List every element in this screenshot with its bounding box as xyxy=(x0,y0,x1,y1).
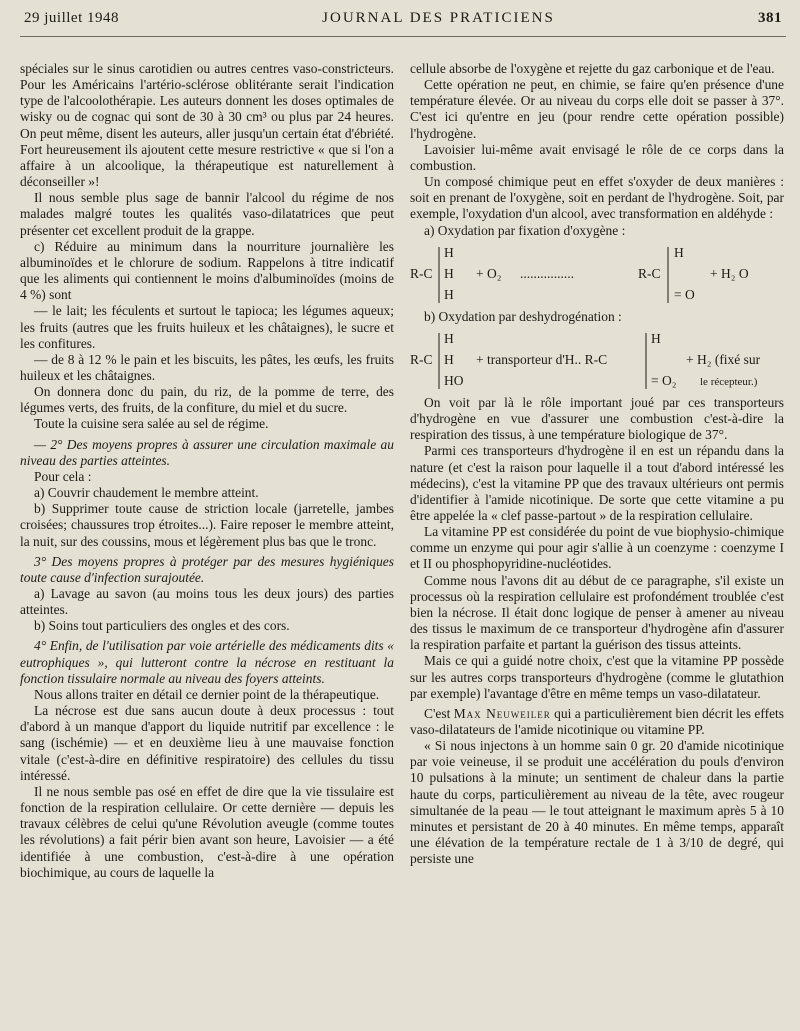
paragraph: Lavoisier lui-même avait envisagé le rôle de ce corps dans la combustion. xyxy=(410,141,784,173)
paragraph: — le lait; les féculents et surtout le tapioca; les légumes aqueux; les fruits (autres que les fruits huileux et les châtaignes), le sucre et les confitures. xyxy=(20,303,394,351)
eq-a-group: H xyxy=(674,244,684,260)
journal-title: JOURNAL DES PRATICIENS xyxy=(322,10,555,26)
paragraph: spéciales sur le sinus carotidien ou autres centres vaso-constricteurs. Pour les Américains l'artério-sclérose oblitérante serait l'indication type de l'alcoolothérapie. Les auteurs donnent les doses optimales de wisky ou de cognac qui sont de 30 à 30 cm³ ou plus par 24 heures. On peut même, disent les auteurs, aller jusqu'un certain état d'ébriété. Fort heureusement ils ajoutent cette mesure restrictive « que si l'on a affaire à un alcoolique, la thérapeutique est naturellement à déconseiller »! xyxy=(20,61,394,190)
text-run: qui a particulièrement bien décrit les effets vaso-dilatateurs de l'amide nicotinique ou vitamine PP. xyxy=(410,705,785,737)
list-item: a) Oxydation par fixation d'oxygène : xyxy=(424,222,626,238)
list-item: b) Soins tout particuliers des ongles et des cors. xyxy=(34,618,290,634)
eq-b-group: HO xyxy=(444,372,464,388)
paragraph: On donnera donc du pain, du riz, de la pomme de terre, des légumes verts, des fruits, de la confiture, du miel et du sucre. xyxy=(20,384,394,416)
two-column-body xyxy=(20,61,786,881)
eq-a-dots: ................ xyxy=(520,265,574,281)
list-item: a) Couvrir chaudement le membre atteint. xyxy=(34,485,259,501)
paragraph: La vitamine PP est considérée du point de vue biophysio-chimique comme un enzyme qui pour agir s'allie à un coenzyme : coenzyme I et II ou phosphopyridine-nucléotides. xyxy=(410,524,784,572)
equation-b xyxy=(410,327,784,393)
section-heading-2: — 2° Des moyens propres à assurer une circulation maximale au niveau des parties atteintes. xyxy=(20,436,394,468)
paragraph: c) Réduire au minimum dans la nourriture journalière les albuminoïdes et le chlorure de sodium. Rappelons à titre indicatif que les aliments qui contiennent le moins d'albuminoïdes (moins de 4 %) sont xyxy=(20,238,394,303)
paragraph: Comme nous l'avons dit au début de ce paragraphe, s'il existe un processus où la respiration cellulaire est profondément troublée c'est bien la nécrose. Il était donc logique de penser à amener au niveau des tissus le maximum de ce transporteur d'hydrogène afin d'assurer la respiration parfaite et partant la guérison des tissus atteints. xyxy=(410,572,784,653)
eq-a-group: H xyxy=(444,265,454,281)
paragraph: La nécrose est due sans aucun doute à deux processus : tout d'abord à un manque d'apport du liquide nutritif par excellence : le sang (ischémie) — et en deuxième lieu à une mauvaise fonction vitale (c'est-à-dire en définitive respiratoire) des cellules du tissu intéressé. xyxy=(20,703,394,783)
paragraph: Toute la cuisine sera salée au sel de régime. xyxy=(34,416,269,432)
eq-b-group: H xyxy=(651,330,661,346)
eq-b-group: H xyxy=(444,330,454,346)
author-name: Max Neuweiler xyxy=(453,705,551,721)
paragraph: Parmi ces transporteurs d'hydrogène il en est un répandu dans la nature (et c'est la raison pour laquelle il a tout d'abord intéressé les médecins), c'est la vitamine PP que des travaux ultérieurs ont permis d'identifier à l'amide nicotinique. De sorte que cette vitamine a pu être appelée la « clef passe-partout » de la respiration cellulaire. xyxy=(410,443,784,523)
right-column xyxy=(410,61,784,881)
list-item: b) Supprimer toute cause de striction locale (jarretelle, jambes croisées; chaussures trop étroites...). Faire reposer le membre atteint, la nuit, sur des coussins, mous et légèrement plus bas que le tronc. xyxy=(20,501,394,549)
running-head xyxy=(20,10,786,37)
eq-a-product: + H₂ O xyxy=(710,265,749,281)
eq-b-group: H xyxy=(444,351,454,367)
paragraph xyxy=(410,706,784,738)
eq-a-group: = O xyxy=(674,286,695,302)
paragraph: Nous allons traiter en détail ce dernier point de la thérapeutique. xyxy=(34,686,380,702)
eq-b-product: + H₂ (fixé sur xyxy=(686,351,761,367)
eq-a-reagent: + O₂ xyxy=(476,265,502,281)
eq-b-reagent: + transporteur d'H.. R-C xyxy=(476,351,608,367)
paragraph: Mais ce qui a guidé notre choix, c'est que la vitamine PP possède sur les autres corps transporteurs d'hydrogène (comme le glutathion par exemple) l'avantage d'être en même temps un vaso-dilatateur. xyxy=(410,653,784,701)
quotation: « Si nous injectons à un homme sain 0 gr. 20 d'amide nicotinique par voie veineuse, il se produit une accélération du pouls d'environ 10 pulsations à la minute; un sentiment de chaleur dans la partie haute du corps, particulièrement au niveau de la tête, avec rougeur simultanée de la peau — le tout atteignant le maximum après 5 à 10 minutes et persistant de 20 à 40 minutes. En même temps, apparaît une élévation de la température rectale de 1 à 3/10 de degré, qui persiste une xyxy=(410,738,784,867)
paragraph: Il nous semble plus sage de bannir l'alcool du régime de nos malades malgré toutes les qualités vaso-dilatatrices que peut présenter cet excellent produit de la grappe. xyxy=(20,190,394,238)
paragraph: Il ne nous semble pas osé en effet de dire que la vie tissulaire est fonction de la respiration cellulaire. Or cette dernière — depuis les travaux célèbres de celui qu'une Révolution aveugle (comme toutes les révolutions) a fait périr bien avant son heure, Lavoisier — a été identifiée à une combustion, c'est-à-dire à une opération biochimique, au cours de laquelle la xyxy=(20,783,394,880)
eq-a-right: R-C xyxy=(638,265,661,281)
paragraph: cellule absorbe de l'oxygène et rejette du gaz carbonique et de l'eau. xyxy=(410,61,775,76)
eq-a-group: H xyxy=(444,244,454,260)
section-heading-4: 4° Enfin, de l'utilisation par voie artérielle des médicaments dits « eutrophiques », qui lutteront contre la nécrose en restituant la fonction tissulaire normale au niveau des foyers atteints. xyxy=(20,638,394,686)
section-heading-3: 3° Des moyens propres à protéger par des mesures hygiéniques toute cause d'infection surajoutée. xyxy=(20,553,394,585)
paragraph: Pour cela : xyxy=(34,468,92,484)
paragraph: Cette opération ne peut, en chimie, se faire qu'en présence d'une température élevée. Or au niveau du corps elle doit se passer à 37°. C'est ici qu'entre en jeu (pour rendre cette opération possible) l'hydrogène. xyxy=(410,77,784,141)
eq-b-group: = O₂ xyxy=(651,372,677,388)
list-item: a) Lavage au savon (au moins tous les deux jours) des parties atteintes. xyxy=(20,586,394,618)
eq-b-left: R-C xyxy=(410,351,433,367)
list-item: b) Oxydation par deshydrogénation : xyxy=(424,308,622,324)
eq-b-product-note: le récepteur.) xyxy=(700,375,758,388)
paragraph: Un composé chimique peut en effet s'oxyder de deux manières : soit en prenant de l'oxygène, soit en perdant de l'hydrogène. Soit, par exemple, l'oxydation d'un alcool, avec transformation en aldéhyde : xyxy=(410,174,784,222)
left-column xyxy=(20,61,394,881)
paragraph: — de 8 à 12 % le pain et les biscuits, les pâtes, les œufs, les fruits huileux et les châtaignes. xyxy=(20,351,394,383)
paragraph: On voit par là le rôle important joué par ces transporteurs d'hydrogène en vue d'assurer une combustion c'est-à-dire la respiration des tissus, à une température biologique de 37°. xyxy=(410,394,784,443)
text-run: C'est xyxy=(424,705,451,721)
eq-a-left: R-C xyxy=(410,265,433,281)
page-number: 381 xyxy=(757,10,782,26)
eq-a-group: H xyxy=(444,286,454,302)
issue-date: 29 juillet 1948 xyxy=(24,10,119,26)
equation-a xyxy=(410,241,784,307)
